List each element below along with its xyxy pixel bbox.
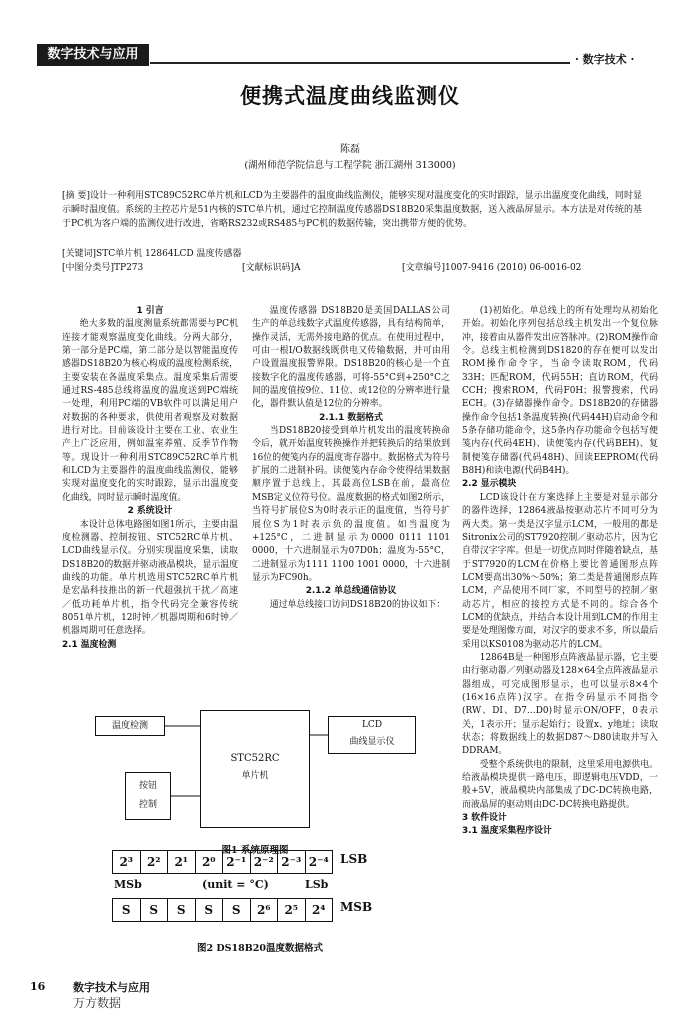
msb-axis-label: MSb: [114, 878, 142, 891]
bit-cell: 2⁻¹: [222, 850, 251, 874]
lsb-axis-label: LSb: [305, 878, 329, 891]
column-2: [252, 305, 450, 612]
author: 陈磊: [340, 144, 360, 155]
footer-magazine: 数字技术与应用: [73, 981, 150, 994]
subsection-heading: 3.1 温度采集程序设计: [462, 826, 552, 837]
bit-cell: 2⁻³: [277, 850, 306, 874]
page-number: 16: [30, 980, 46, 993]
button-label: 按钮: [138, 781, 157, 791]
connector-lines: [85, 710, 425, 835]
paper-title: 便携式温度曲线监测仪: [240, 84, 460, 108]
paragraph: 绝大多数的温度测量系统都需要与PC机连接才能观察温度变化曲线。分两大部分，第一部分是PC端，第二部分是以智能温度传感器DS18B20为核心构成的温度检测系统，主要安装在各温度采集点。温度采集后需要通过RS-485总线将温度的温度送到PC端统一处理，利用PC端的VB软件可以满足用户对数据的各种要求，供使用者观察及对数据进行对比。目前该设计主要在工业、农业生产上广泛应用，例如温室养殖、反季节作物等。现设计一种利用STC89C52RC单片机和LCD为主要器件的温度曲线监测仪，能够实现对温度变化的实时跟踪，显示出温度变化曲线，同时显示瞬时温度值。: [62, 319, 238, 503]
bit-cell: S: [195, 898, 224, 922]
article-number: [文章编号]1007-9416 (2010) 06-0016-02: [402, 262, 582, 273]
section-heading: 1 引言: [136, 306, 164, 316]
bit-cell: S: [167, 898, 196, 922]
control-label: 控制: [138, 800, 157, 810]
paragraph: (1)初始化。单总线上的所有处理均从初始化开始。初始化序列包括总线主机发出一个复位脉冲，接着由从器件发出应答脉冲。(2)ROM操作命令。总线主机检测到DS1820的存在便可以发出ROM操作命令字，当命令读取ROM，代码33H；匹配ROM，代码55H；直访ROM，代码CCH；搜索ROM，代码F0H；报警搜索，代码ECH。(3)存储器操作命令。DS18B20的存储器操作命令包括1条温度转换(代码44H)启动命令和5条存储功能命令，这5条内存功能命令包括写便笺内存(代码4EH)、读便笺内存(代码BEH)、复制便笺存储器(代码48H)、回读EEPROM(代码B8H)和读电源(代码B4H)。: [462, 306, 658, 477]
bit-cell: 2⁵: [277, 898, 306, 922]
bit-cell: 2²: [140, 850, 169, 874]
paragraph: 当DS18B20接受到单片机发出的温度转换命令后，就开始温度转换操作并把转换后的结果放到16位的便笺内存的温度寄存器中。数据格式为符号扩展的二进制补码。读便笺内存命令使得结果数据顺序置于总线上，其最高位LSB在前，最高位MSB定义位符号位。温度数据的格式如图2所示，当符号扩展位S为0时表示正的温度值，当符号扩展位S为1时表示负的温度值。如当温度为+125°C，二进制显示为0000 0111 1101 0000，十六进制显示为07D0h；温度为-55°C，二进制显示为1111 1100 1001 0000，十六进制显示为FC90h。: [252, 426, 450, 583]
subsection-heading: 2.1 温度检测: [62, 639, 117, 650]
bit-cell: 2⁻⁴: [305, 850, 334, 874]
lsb-bit-row: [112, 850, 332, 874]
column-1: [62, 305, 238, 652]
bit-cell: 2¹: [167, 850, 196, 874]
figure-2-caption: 图2 DS18B20温度数据格式: [197, 943, 323, 954]
column-3: [462, 305, 658, 839]
paragraph: 温度传感器 DS18B20是美国DALLAS公司生产的单总线数字式温度传感器，具有结构简单，操作灵活，无需外接电路的优点。在使用过程中，可由一根I/O数据线既供电又传输数据，并可由用户设置温度报警界限。DS18B20的核心是一个直接数字化的温度传感器，可将-55°C到+250°C之间的温度值按9位、11位、或12位的分辨率进行量化，器件默认值是12位的分辨率。: [252, 306, 450, 410]
bit-cell: 2³: [112, 850, 141, 874]
bit-cell: 2⁻²: [250, 850, 279, 874]
bit-cell: 2⁶: [250, 898, 279, 922]
mcu-label: STC52RC: [230, 753, 280, 764]
bit-cell: S: [140, 898, 169, 922]
section-heading: 2 系统设计: [127, 506, 173, 517]
header-rule: [150, 62, 570, 64]
affiliation: (湖州师范学院信息与工程学院 浙江湖州 313000): [244, 160, 456, 171]
keywords-block: [62, 248, 642, 276]
figure-1-caption: 图1 系统原理图: [221, 845, 289, 856]
paragraph: 12864B是一种图形点阵液晶显示器，它主要由行驱动器／列驱动器及128×64全点阵液晶显示器组成，可完成图形显示，也可以显示8×4个(16×16点阵)汉字。在指令码显示不同指令(RW、DI、D7…D0)时显示ON/OFF，0表示关，1表示开；显示起始行；设置x、y地址；读取状态；将数据线上的数据D87～D80读取并写入DDRAM。: [462, 652, 658, 757]
msb-bit-row: [112, 898, 332, 922]
mcu-sublabel: 单片机: [241, 771, 269, 781]
paragraph: LCD该设计在方案选择上主要是对显示部分的器件选择，12864液晶按驱动芯片不同可分为两大类。第一类是汉字显示LCM，一般用的都是Sitronix公司的ST7920控制／驱动芯片，因为它自带汉字字库。但是一切优点同时伴随着缺点，基于ST7920的LCM在价格上要比普通图形点阵LCM要高出30%～50%；第二类是普通图形点阵LCM，产品使用不同厂家，不同型号的控制／驱动芯片，相应的接控方式是不同的。综合各个LCM的优缺点，并结合本设计用到LCM的作用主要是处理图像方面，对汉字的要求不多，所以最后采用以KS0108为驱动芯片的LCM。: [462, 492, 658, 650]
abstract: [摘 要]设计一种利用STC89C52RC单片机和LCD为主要器件的温度曲线监测仪，能够实现对温度变化的实时跟踪，显示出温度变化曲线，同时显示瞬时温度值。系统的主控芯片是51内核的STC单片机，通过它控制温度传感器DS18B20采集温度数据，送入液晶屏显示。本方法是对传统的基于PC机为客户端的监测仪进行改进，省略RS232或RS485与PC机的数据传输，突出携带方便的优势。: [62, 191, 642, 229]
keywords: [关键词]STC单片机 12864LCD 温度传感器: [62, 249, 242, 259]
paragraph: 本设计总体电路图如图1所示，主要由温度检测器、控制按钮、STC52RC单片机、LCD曲线显示仪。分别实现温度采集，读取DS18B20的数据并驱动液晶模块，显示温度曲线的功能。单片机选用STC52RC单片机是宏晶科技推出的新一代超强抗干扰／高速／低功耗单片机，指令代码完全兼容传统8051单片机，12时钟／机器周期和6时钟／机器周期可任意选择。: [62, 519, 238, 637]
subsection-heading: 2.1.2 单总线通信协议: [305, 586, 397, 597]
paragraph: 受整个系统供电的限制，这里采用电源供电。给液晶模块提供一路电压，即逻辑电压VDD，一般+5V，液晶模块内部集成了DC-DC转换电路，而液晶屏的驱动则由DC-DC转换电路提供。: [462, 759, 658, 810]
subsection-heading: 2.1.1 数据格式: [319, 412, 383, 423]
msb-label: MSB: [340, 900, 373, 914]
clc-number: [中图分类号]TP273: [62, 262, 144, 273]
figure-1: [85, 710, 425, 835]
bit-cell: S: [112, 898, 141, 922]
doc-code: [文献标识码]A: [242, 262, 301, 273]
bit-cell: 2⁴: [305, 898, 334, 922]
bit-cell: S: [222, 898, 251, 922]
lcd-sublabel: 曲线显示仪: [349, 737, 395, 747]
bit-cell: 2⁰: [195, 850, 224, 874]
temp-detect-block: 温度检测: [95, 716, 165, 736]
figure-2: [112, 850, 412, 930]
unit-label: (unit = °C): [202, 878, 269, 891]
paragraph: 通过单总线接口访问DS18B20的协议如下：: [269, 599, 446, 610]
section-heading: 3 软件设计: [462, 813, 507, 824]
subsection-heading: 2.2 显示模块: [462, 479, 517, 490]
lcd-label: LCD: [361, 720, 383, 730]
footer-watermark: 万方数据: [73, 996, 122, 1010]
journal-tag: 数字技术与应用: [37, 44, 149, 66]
running-title: · 数字技术 ·: [575, 53, 635, 66]
lsb-label: LSB: [340, 852, 368, 866]
